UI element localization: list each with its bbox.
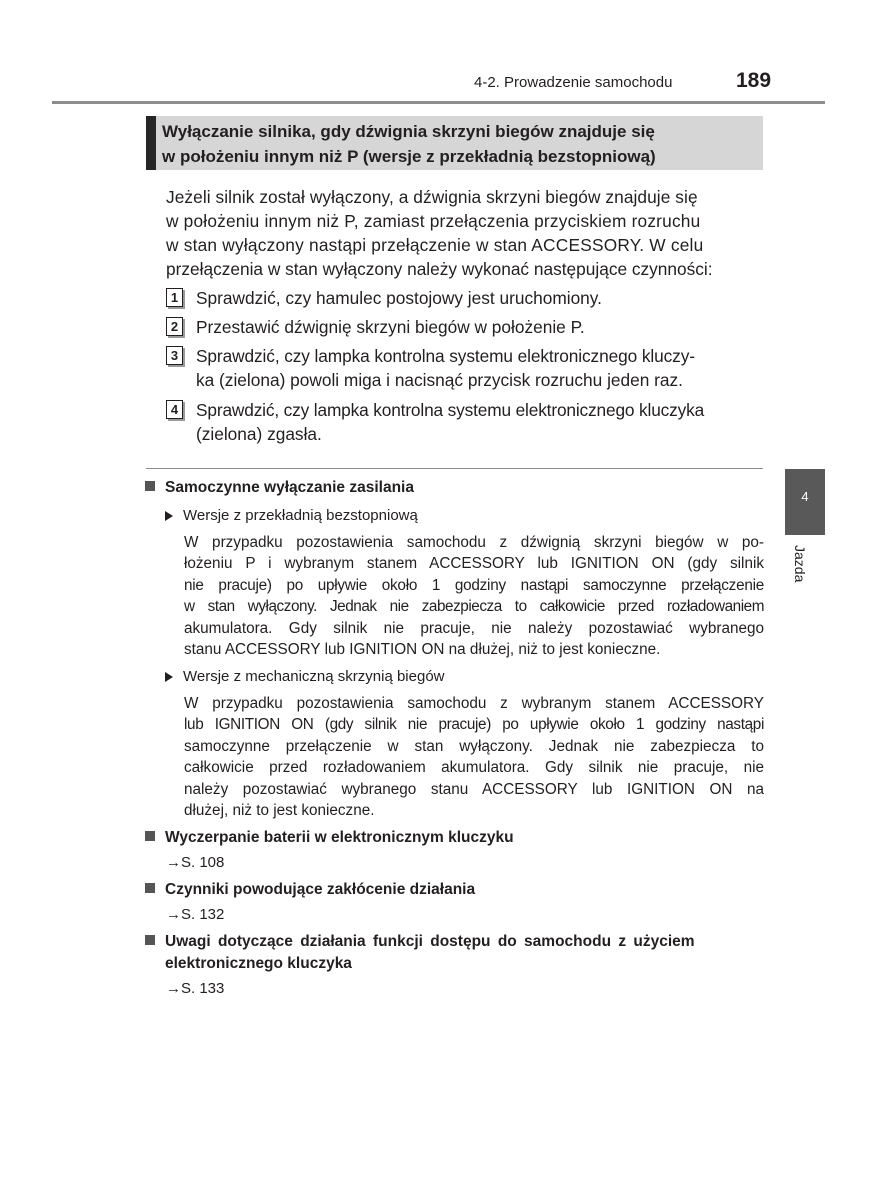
header-section-title: 4-2. Prowadzenie samochodu bbox=[474, 74, 673, 91]
paragraph-manual bbox=[184, 693, 764, 821]
intro-paragraph bbox=[166, 185, 766, 281]
chapter-tab bbox=[785, 469, 825, 535]
heading-text: Uwagi dotyczące działania funkcji dostępu do samochodu z użyciem bbox=[165, 933, 695, 950]
intro-line: Jeżeli silnik został wyłączony, a dźwignia skrzyni biegów znajduje się bbox=[166, 187, 698, 207]
step-text: Przestawić dźwignię skrzyni biegów w położenie P. bbox=[196, 317, 585, 337]
step-text: (zielona) zgasła. bbox=[196, 424, 322, 444]
page-reference-link[interactable]: →S. 133 bbox=[166, 980, 225, 997]
page-number: 189 bbox=[736, 69, 772, 92]
page-reference-link[interactable]: →S. 132 bbox=[166, 906, 225, 923]
square-bullet-icon bbox=[145, 481, 155, 491]
paragraph-line: lub IGNITION ON (gdy silnik nie pracuje) po upływie około 1 godziny nastąpi bbox=[184, 716, 764, 734]
paragraph-line: samoczynne przełączenie w stan wyłączony. Jednak nie zabezpiecza to bbox=[184, 737, 764, 755]
section-divider bbox=[146, 468, 763, 469]
header-divider bbox=[52, 101, 825, 104]
chapter-number: 4 bbox=[801, 489, 809, 504]
step-number-box: 1 bbox=[166, 288, 183, 307]
section-title-line: w położeniu innym niż P (wersje z przekładnią bezstopniową) bbox=[162, 147, 656, 166]
paragraph-line: łożeniu P i wybranym stanem ACCESSORY lub IGNITION ON (gdy silnik bbox=[184, 555, 764, 573]
paragraph-line: stanu ACCESSORY lub IGNITION ON na dłużej, niż to jest konieczne. bbox=[184, 641, 661, 659]
heading-text: Wyczerpanie baterii w elektronicznym kluczyku bbox=[165, 829, 514, 846]
heading-text: elektronicznego kluczyka bbox=[165, 955, 352, 972]
subheading-text: Wersje z przekładnią bezstopniową bbox=[183, 507, 418, 524]
triangle-bullet-icon bbox=[165, 672, 173, 682]
chapter-label: Jazda bbox=[792, 545, 808, 583]
page-reference-link[interactable]: →S. 108 bbox=[166, 854, 225, 871]
paragraph-line: w stan wyłączony. Jednak nie zabezpiecza to całkowicie przed rozładowaniem bbox=[184, 598, 764, 616]
step-text: Sprawdzić, czy lampka kontrolna systemu elektronicznego kluczy- bbox=[196, 346, 695, 366]
square-bullet-icon bbox=[145, 831, 155, 841]
square-bullet-icon bbox=[145, 883, 155, 893]
subheading-text: Wersje z mechaniczną skrzynią biegów bbox=[183, 668, 445, 685]
paragraph-line: nie pracuje) po upływie około 1 godziny nastąpi samoczynne przełączenie bbox=[184, 576, 764, 594]
intro-line: w stan wyłączony nastąpi przełączenie w stan ACCESSORY. W celu bbox=[166, 235, 704, 255]
step-number-box: 4 bbox=[166, 400, 183, 419]
step-text: Sprawdzić, czy hamulec postojowy jest uruchomiony. bbox=[196, 288, 602, 308]
triangle-bullet-icon bbox=[165, 511, 173, 521]
step-number-box: 2 bbox=[166, 317, 183, 336]
paragraph-line: akumulatora. Gdy silnik nie pracuje, nie należy pozostawiać wybranego bbox=[184, 619, 764, 637]
intro-line: w położeniu innym niż P, zamiast przełączenia przyciskiem rozruchu bbox=[166, 211, 701, 231]
paragraph-line: należy pozostawiać wybranego stanu ACCESSORY lub IGNITION ON na bbox=[184, 780, 764, 798]
intro-line: przełączenia w stan wyłączony należy wykonać następujące czynności: bbox=[166, 259, 713, 279]
heading-text: Czynniki powodujące zakłócenie działania bbox=[165, 881, 476, 898]
paragraph-line: W przypadku pozostawienia samochodu z wybranym stanem ACCESSORY bbox=[184, 695, 764, 712]
paragraph-line: dłużej, niż to jest konieczne. bbox=[184, 802, 375, 820]
section-title-box bbox=[146, 116, 763, 170]
step-number-box: 3 bbox=[166, 346, 183, 365]
section-title-line: Wyłączanie silnika, gdy dźwignia skrzyni biegów znajduje się bbox=[162, 122, 655, 141]
square-bullet-icon bbox=[145, 935, 155, 945]
step-text: ka (zielona) powoli miga i nacisnąć przycisk rozruchu jeden raz. bbox=[196, 370, 683, 390]
step-text: Sprawdzić, czy lampka kontrolna systemu elektronicznego kluczyka bbox=[196, 400, 705, 420]
paragraph-cvt bbox=[184, 532, 764, 660]
heading-text: Samoczynne wyłączanie zasilania bbox=[165, 479, 414, 496]
paragraph-line: W przypadku pozostawienia samochodu z dźwignią skrzyni biegów w po- bbox=[184, 534, 764, 551]
paragraph-line: całkowicie przed rozładowaniem akumulatora. Gdy silnik nie pracuje, nie bbox=[184, 759, 764, 777]
